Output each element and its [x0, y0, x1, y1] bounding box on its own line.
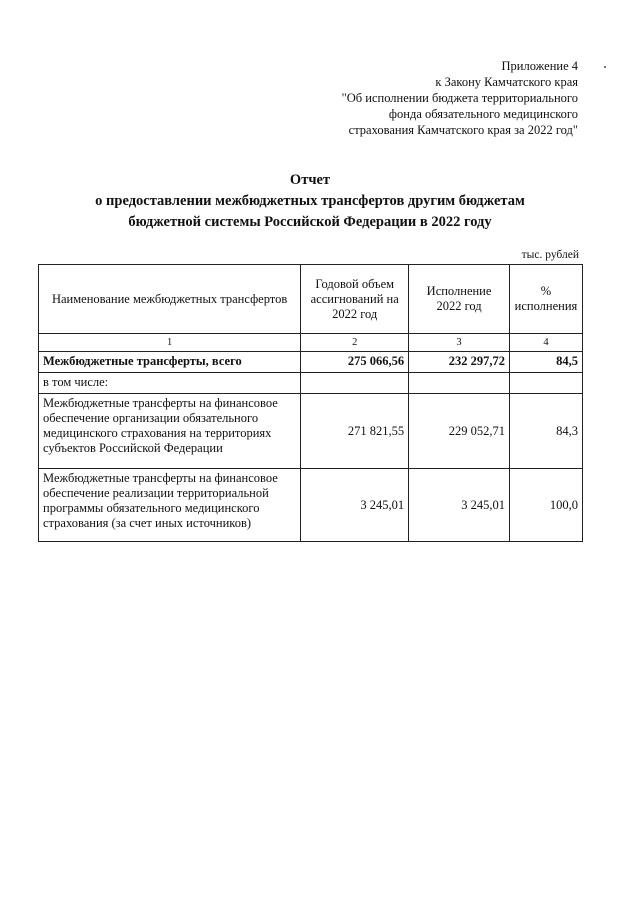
appendix-line: "Об исполнении бюджета территориального — [341, 91, 578, 105]
percent-value: 84,5 — [509, 352, 582, 373]
column-number-row — [39, 334, 583, 352]
percent-value: 100,0 — [509, 469, 582, 542]
appendix-reference — [278, 58, 578, 138]
appendix-line: Приложение 4 — [501, 59, 578, 73]
appendix-line: к Закону Камчатского края — [435, 75, 578, 89]
table-row — [39, 394, 583, 469]
table-header-row — [39, 265, 583, 334]
scan-speck — [604, 66, 606, 68]
percent-value: 84,3 — [509, 394, 582, 469]
column-number: 3 — [409, 334, 510, 352]
executed-value: 3 245,01 — [409, 469, 510, 542]
column-number: 1 — [39, 334, 301, 352]
row-name: Межбюджетные трансферты на финансовое обеспечение реализации территориальной программы обязательного медицинского страхования (за счет иных источников) — [39, 469, 301, 542]
document-title — [40, 170, 580, 233]
executed-value: 229 052,71 — [409, 394, 510, 469]
units-label: тыс. рублей — [521, 249, 579, 261]
planned-value: 3 245,01 — [301, 469, 409, 542]
title-line: о предоставлении межбюджетных трансфертов другим бюджетам — [95, 193, 525, 209]
transfers-table — [38, 264, 583, 542]
executed-value: 232 297,72 — [409, 352, 510, 373]
header-cell: % исполнения — [509, 265, 582, 334]
table-row-total — [39, 352, 583, 373]
header-cell: Исполнение 2022 год — [409, 265, 510, 334]
percent-value — [509, 373, 582, 394]
planned-value: 271 821,55 — [301, 394, 409, 469]
row-name: в том числе: — [39, 373, 301, 394]
column-number: 4 — [509, 334, 582, 352]
table-row-including — [39, 373, 583, 394]
row-name: Межбюджетные трансферты на финансовое обеспечение организации обязательного медицинского страхования на территориях субъектов Российской Федерации — [39, 394, 301, 469]
planned-value — [301, 373, 409, 394]
title-line: Отчет — [289, 172, 331, 188]
column-number: 2 — [301, 334, 409, 352]
title-line: бюджетной системы Российской Федерации в 2022 году — [128, 214, 492, 230]
header-cell: Годовой объем ассигнований на 2022 год — [301, 265, 409, 334]
row-name: Межбюджетные трансферты, всего — [39, 352, 301, 373]
appendix-line: страхования Камчатского края за 2022 год" — [348, 123, 578, 137]
header-cell: Наименование межбюджетных трансфертов — [39, 265, 301, 334]
table-row — [39, 469, 583, 542]
executed-value — [409, 373, 510, 394]
appendix-line: фонда обязательного медицинского — [388, 107, 578, 121]
planned-value: 275 066,56 — [301, 352, 409, 373]
